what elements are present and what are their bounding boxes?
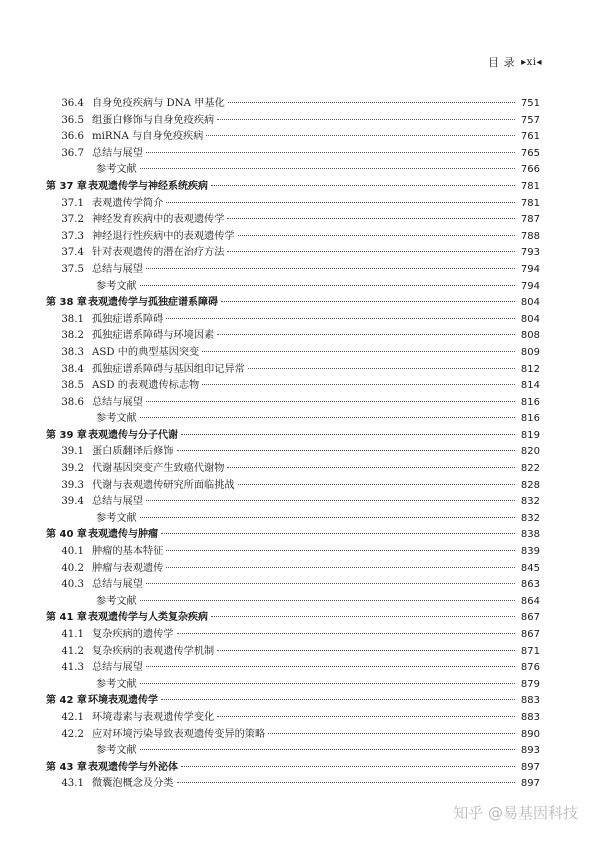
entry-title: 表观遗传学与人类复杂疾病 (88, 612, 208, 624)
section-number: 39.1 (61, 446, 84, 458)
dot-leader (166, 318, 515, 319)
page-number: 864 (520, 595, 540, 607)
page-number: 820 (520, 446, 540, 458)
section-number: 38.2 (61, 330, 84, 342)
page-number: 761 (520, 131, 540, 143)
toc-chapter-row[interactable] (40, 693, 540, 710)
page-number: 828 (520, 479, 540, 491)
section-number: 37.5 (61, 263, 84, 275)
entry-title: 表观遗传与肿瘤 (88, 529, 158, 541)
entry-title: 参考文献 (96, 413, 137, 425)
dot-leader (268, 733, 515, 734)
dot-leader (146, 500, 515, 501)
toc-section-row[interactable] (40, 362, 540, 379)
section-number: 36.5 (61, 114, 84, 126)
page-number: 890 (520, 728, 540, 740)
page-number: 822 (520, 463, 540, 475)
dot-leader (217, 716, 515, 717)
entry-title: miRNA 与自身免疫疾病 (92, 131, 204, 143)
section-number: 40.3 (61, 579, 84, 591)
section-number: 37.1 (61, 197, 84, 209)
chapter-number: 第 41 章 (46, 612, 87, 624)
dot-leader (177, 782, 516, 783)
section-number: 41.1 (61, 629, 84, 640)
page-number: 814 (520, 380, 540, 392)
dot-leader (227, 251, 515, 252)
page-number: 879 (520, 678, 540, 690)
section-number: 38.4 (61, 363, 84, 375)
toc-section-row[interactable] (40, 328, 540, 345)
entry-title: 参考文献 (96, 164, 137, 176)
running-header (488, 54, 542, 70)
dot-leader (217, 334, 515, 335)
entry-title: 针对表观遗传的潜在治疗方法 (92, 247, 225, 259)
toc-chapter-row[interactable] (40, 610, 540, 627)
toc-section-row[interactable] (40, 262, 540, 279)
page-number: 787 (520, 214, 540, 226)
dot-leader (177, 633, 516, 634)
toc-section-row[interactable] (40, 113, 540, 130)
page-number: 794 (520, 263, 540, 275)
entry-title: 蛋白质翻译后修饰 (92, 446, 174, 458)
entry-title: 神经发育疾病中的表观遗传学 (92, 214, 225, 226)
entry-title: 复杂疾病的表观遗传学机制 (92, 645, 215, 657)
page-number: 816 (520, 413, 540, 425)
dot-leader (181, 434, 515, 435)
page-number: 788 (520, 230, 540, 242)
page-number: 819 (520, 429, 540, 441)
page-number: 863 (520, 579, 540, 591)
chapter-number: 第 37 章 (46, 180, 87, 192)
toc-section-row[interactable] (40, 461, 540, 478)
toc-chapter-row[interactable] (40, 527, 540, 544)
entry-title: 参考文献 (96, 678, 137, 690)
dot-leader (140, 749, 515, 750)
dot-leader (202, 351, 515, 352)
dot-leader (211, 616, 515, 617)
toc-references-row[interactable] (40, 677, 540, 694)
page-number: 883 (520, 695, 540, 707)
toc-section-row[interactable] (40, 96, 540, 113)
toc-section-row[interactable] (40, 727, 540, 744)
toc-references-row[interactable] (40, 511, 540, 528)
dot-leader (140, 600, 515, 601)
page-number: 804 (520, 297, 540, 309)
dot-leader (181, 766, 515, 767)
page-number: 766 (520, 164, 540, 176)
page-number: 812 (520, 363, 540, 375)
entry-title: 孤独症谱系障碍与环境因素 (92, 330, 215, 342)
dot-leader (146, 268, 515, 269)
toc-references-row[interactable] (40, 743, 540, 760)
toc-section-row[interactable] (40, 494, 540, 511)
entry-title: 环境表观遗传学 (88, 695, 158, 707)
dot-leader (146, 666, 515, 667)
chapter-number: 第 39 章 (46, 429, 87, 441)
dot-leader (227, 467, 515, 468)
page-number: 757 (520, 114, 540, 126)
dot-leader (161, 699, 515, 700)
entry-title: 总结与展望 (92, 147, 143, 159)
section-number: 39.3 (61, 479, 84, 491)
entry-title: 总结与展望 (92, 263, 143, 275)
section-number: 38.1 (61, 313, 84, 325)
toc-section-row[interactable] (40, 444, 540, 461)
toc-section-row[interactable] (40, 129, 540, 146)
toc-section-row[interactable] (40, 710, 540, 727)
entry-title: 表观遗传与分子代谢 (88, 429, 178, 441)
dot-leader (146, 401, 515, 402)
toc-section-row[interactable] (40, 644, 540, 661)
toc-section-row[interactable] (40, 245, 540, 262)
entry-title: 肿瘤与表观遗传 (92, 562, 164, 574)
section-number: 39.2 (61, 463, 84, 475)
dot-leader (140, 168, 515, 169)
toc-section-row[interactable] (40, 776, 540, 793)
page-number: 883 (520, 711, 540, 723)
entry-title: ASD 的表观遗传标志物 (92, 380, 200, 392)
section-number: 40.1 (61, 546, 84, 558)
entry-title: ASD 中的典型基因突变 (92, 346, 200, 358)
section-number: 41.3 (61, 662, 84, 674)
entry-title: 自身免疫疾病与 DNA 甲基化 (92, 98, 225, 109)
page-number: 781 (520, 197, 540, 209)
dot-leader (238, 484, 515, 485)
chapter-number: 第 42 章 (46, 695, 87, 707)
entry-title: 表观遗传学与神经系统疾病 (88, 180, 208, 192)
page-number: 893 (520, 745, 540, 757)
section-number: 38.6 (61, 396, 84, 408)
page-number: 876 (520, 662, 540, 674)
page-number: 832 (520, 496, 540, 508)
toc-references-row[interactable] (40, 411, 540, 428)
entry-title: 代谢与表观遗传研究所面临挑战 (92, 479, 235, 491)
header-page-number: ▸xi◂ (521, 56, 542, 68)
toc-section-row[interactable] (40, 212, 540, 229)
dot-leader (140, 417, 515, 418)
dot-leader (140, 517, 515, 518)
page-number: 804 (520, 313, 540, 325)
dot-leader (217, 650, 515, 651)
toc-section-row[interactable] (40, 146, 540, 163)
section-number: 37.4 (61, 247, 84, 259)
dot-leader (146, 583, 515, 584)
dot-leader (202, 384, 515, 385)
page-number: 809 (520, 346, 540, 358)
entry-title: 总结与展望 (92, 662, 143, 674)
page-number: 816 (520, 396, 540, 408)
dot-leader (248, 368, 515, 369)
entry-title: 肿瘤的基本特征 (92, 546, 164, 558)
chapter-number: 第 40 章 (46, 529, 87, 541)
section-number: 36.6 (61, 131, 84, 143)
page-number: 781 (520, 180, 540, 192)
entry-title: 神经退行性疾病中的表观遗传学 (92, 230, 235, 242)
page-number: 845 (520, 562, 540, 574)
page-number: 838 (520, 529, 540, 541)
toc-section-row[interactable] (40, 660, 540, 677)
entry-title: 孤独症谱系障碍 (92, 313, 164, 325)
dot-leader (166, 202, 515, 203)
toc-references-row[interactable] (40, 594, 540, 611)
page-number: 832 (520, 512, 540, 524)
table-of-contents (40, 96, 540, 793)
toc-section-row[interactable] (40, 544, 540, 561)
dot-leader (211, 185, 515, 186)
entry-title: 微囊泡概念及分类 (92, 778, 174, 790)
dot-leader (161, 533, 515, 534)
chapter-number: 第 43 章 (46, 761, 87, 773)
section-number: 41.2 (61, 645, 84, 657)
page-number: 765 (520, 147, 540, 159)
section-number: 36.4 (61, 98, 84, 109)
dot-leader (228, 102, 515, 103)
entry-title: 总结与展望 (92, 496, 143, 508)
toc-section-row[interactable] (40, 196, 540, 213)
page-number: 839 (520, 546, 540, 558)
entry-title: 参考文献 (96, 745, 137, 757)
entry-title: 孤独症谱系障碍与基因组印记异常 (92, 363, 245, 375)
watermark: 知乎 @易基因科技 (453, 804, 578, 822)
toc-section-row[interactable] (40, 312, 540, 329)
dot-leader (206, 135, 515, 136)
section-number: 42.1 (61, 711, 84, 723)
toc-section-row[interactable] (40, 229, 540, 246)
section-number: 39.4 (61, 496, 84, 508)
dot-leader (217, 119, 515, 120)
entry-title: 代谢基因突变产生致癌代谢物 (92, 463, 225, 475)
section-number: 40.2 (61, 562, 84, 574)
entry-title: 表观遗传学与外泌体 (88, 761, 178, 773)
entry-title: 复杂疾病的遗传学 (92, 629, 174, 640)
dot-leader (227, 218, 515, 219)
dot-leader (221, 301, 515, 302)
dot-leader (140, 285, 515, 286)
toc-chapter-row[interactable] (40, 428, 540, 445)
dot-leader (140, 683, 515, 684)
toc-chapter-row[interactable] (40, 295, 540, 312)
toc-section-row[interactable] (40, 395, 540, 412)
dot-leader (177, 450, 516, 451)
toc-references-row[interactable] (40, 162, 540, 179)
page-number: 808 (520, 330, 540, 342)
entry-title: 应对环境污染导致表观遗传变异的策略 (92, 728, 266, 740)
toc-section-row[interactable] (40, 577, 540, 594)
dot-leader (238, 235, 515, 236)
section-number: 38.3 (61, 346, 84, 358)
page-number: 793 (520, 247, 540, 259)
entry-title: 参考文献 (96, 280, 137, 292)
entry-title: 总结与展望 (92, 579, 143, 591)
dot-leader (146, 152, 515, 153)
header-title: 目 录 (488, 56, 516, 69)
dot-leader (166, 567, 515, 568)
page-number: 794 (520, 280, 540, 292)
page-number: 897 (520, 761, 540, 773)
entry-title: 环境毒素与表观遗传学变化 (92, 711, 215, 723)
page-number: 867 (520, 629, 540, 640)
page-number: 897 (520, 778, 540, 790)
entry-title: 参考文献 (96, 512, 137, 524)
section-number: 37.3 (61, 230, 84, 242)
page-number: 867 (520, 612, 540, 624)
section-number: 42.2 (61, 728, 84, 740)
page-number: 751 (520, 98, 540, 109)
toc-references-row[interactable] (40, 279, 540, 296)
entry-title: 表观遗传学简介 (92, 197, 164, 209)
toc-section-row[interactable] (40, 345, 540, 362)
entry-title: 参考文献 (96, 595, 137, 607)
toc-section-row[interactable] (40, 478, 540, 495)
toc-chapter-row[interactable] (40, 760, 540, 777)
page-number: 871 (520, 645, 540, 657)
toc-chapter-row[interactable] (40, 179, 540, 196)
toc-section-row[interactable] (40, 561, 540, 578)
section-number: 37.2 (61, 214, 84, 226)
dot-leader (166, 550, 515, 551)
entry-title: 组蛋白修饰与自身免疫疾病 (92, 114, 215, 126)
section-number: 43.1 (61, 778, 84, 790)
section-number: 36.7 (61, 147, 84, 159)
section-number: 38.5 (61, 380, 84, 392)
entry-title: 总结与展望 (92, 396, 143, 408)
entry-title: 表观遗传学与孤独症谱系障碍 (88, 297, 218, 309)
toc-section-row[interactable] (40, 627, 540, 644)
chapter-number: 第 38 章 (46, 297, 87, 309)
toc-section-row[interactable] (40, 378, 540, 395)
